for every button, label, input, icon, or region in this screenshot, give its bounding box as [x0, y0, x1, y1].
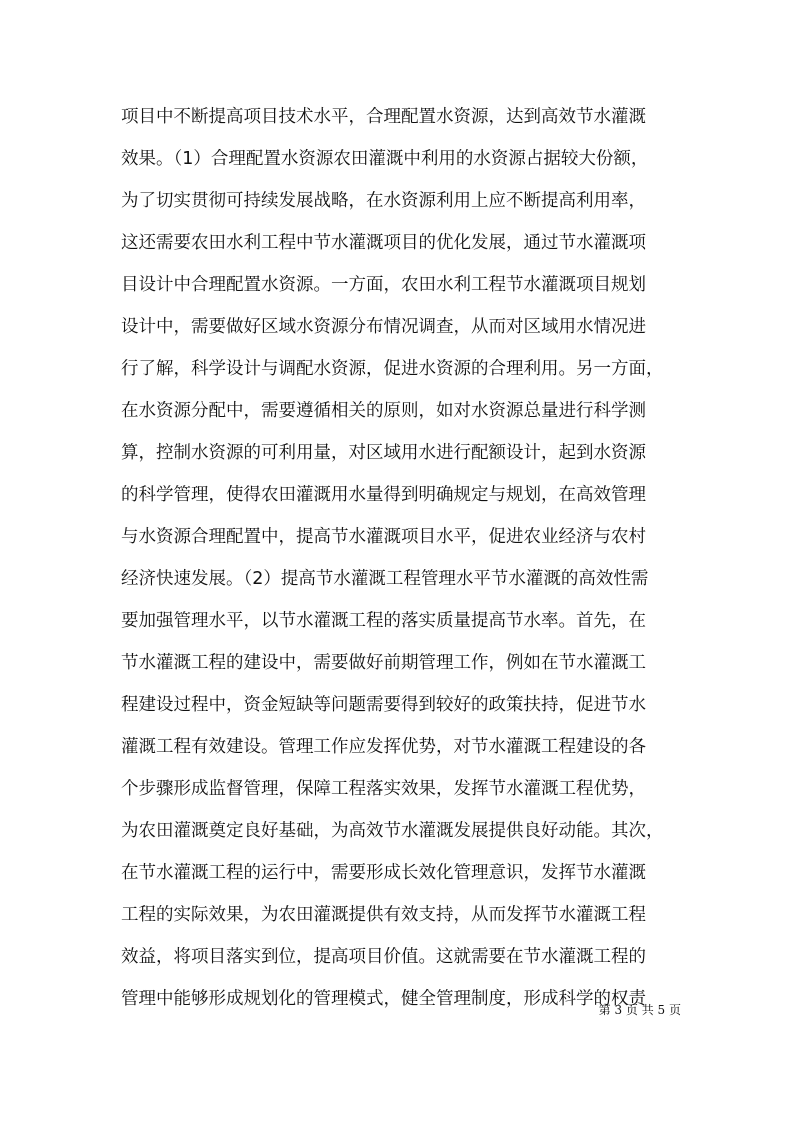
body-text-line: 设计中，需要做好区域水资源分布情况调查，从而对区域用水情况进: [121, 317, 646, 337]
body-text-line: 这还需要农田水利工程中节水灌溉项目的优化发展，通过节水灌溉项: [121, 233, 646, 253]
body-text-line: 效益，将项目落实到位，提高项目价值。这就需要在节水灌溉工程的: [121, 947, 646, 967]
body-text-line: 程建设过程中，资金短缺等问题需要得到较好的政策扶持，促进节水: [121, 695, 646, 715]
body-text-line: 效果。（1）合理配置水资源农田灌溉中利用的水资源占据较大份额，: [121, 149, 649, 169]
body-text-line: 管理中能够形成规划化的管理模式，健全管理制度，形成科学的权责: [121, 989, 646, 1009]
body-text-line: 算，控制水资源的可利用量，对区域用水进行配额设计，起到水资源: [121, 443, 646, 463]
body-text-line: 个步骤形成监督管理，保障工程落实效果，发挥节水灌溉工程优势，: [121, 779, 646, 799]
body-text-line: 经济快速发展。（2）提高节水灌溉工程管理水平节水灌溉的高效性需: [121, 569, 649, 589]
page-number: 第 3 页 共 5 页: [598, 1003, 681, 1017]
body-text-line: 灌溉工程有效建设。管理工作应发挥优势，对节水灌溉工程建设的各: [121, 737, 646, 757]
body-text-line: 目设计中合理配置水资源。一方面，农田水利工程节水灌溉项目规划: [121, 275, 646, 295]
body-text-line: 工程的实际效果，为农田灌溉提供有效支持，从而发挥节水灌溉工程: [121, 905, 646, 925]
body-text-line: 与水资源合理配置中，提高节水灌溉项目水平，促进农业经济与农村: [121, 527, 646, 547]
body-text-line: 在节水灌溉工程的运行中，需要形成长效化管理意识，发挥节水灌溉: [121, 863, 646, 883]
body-text-line: 为了切实贯彻可持续发展战略，在水资源利用上应不断提高利用率，: [121, 191, 646, 211]
body-text-line: 行了解，科学设计与调配水资源，促进水资源的合理利用。另一方面，: [121, 359, 664, 379]
body-text-line: 为农田灌溉奠定良好基础，为高效节水灌溉发展提供良好动能。其次，: [121, 821, 664, 841]
body-text-line: 在水资源分配中，需要遵循相关的原则，如对水资源总量进行科学测: [121, 401, 646, 421]
body-text-line: 节水灌溉工程的建设中，需要做好前期管理工作，例如在节水灌溉工: [121, 653, 646, 673]
body-text-line: 项目中不断提高项目技术水平，合理配置水资源，达到高效节水灌溉: [121, 107, 646, 127]
body-text-line: 要加强管理水平，以节水灌溉工程的落实质量提高节水率。首先，在: [121, 611, 646, 631]
body-text-line: 的科学管理，使得农田灌溉用水量得到明确规定与规划，在高效管理: [121, 485, 646, 505]
